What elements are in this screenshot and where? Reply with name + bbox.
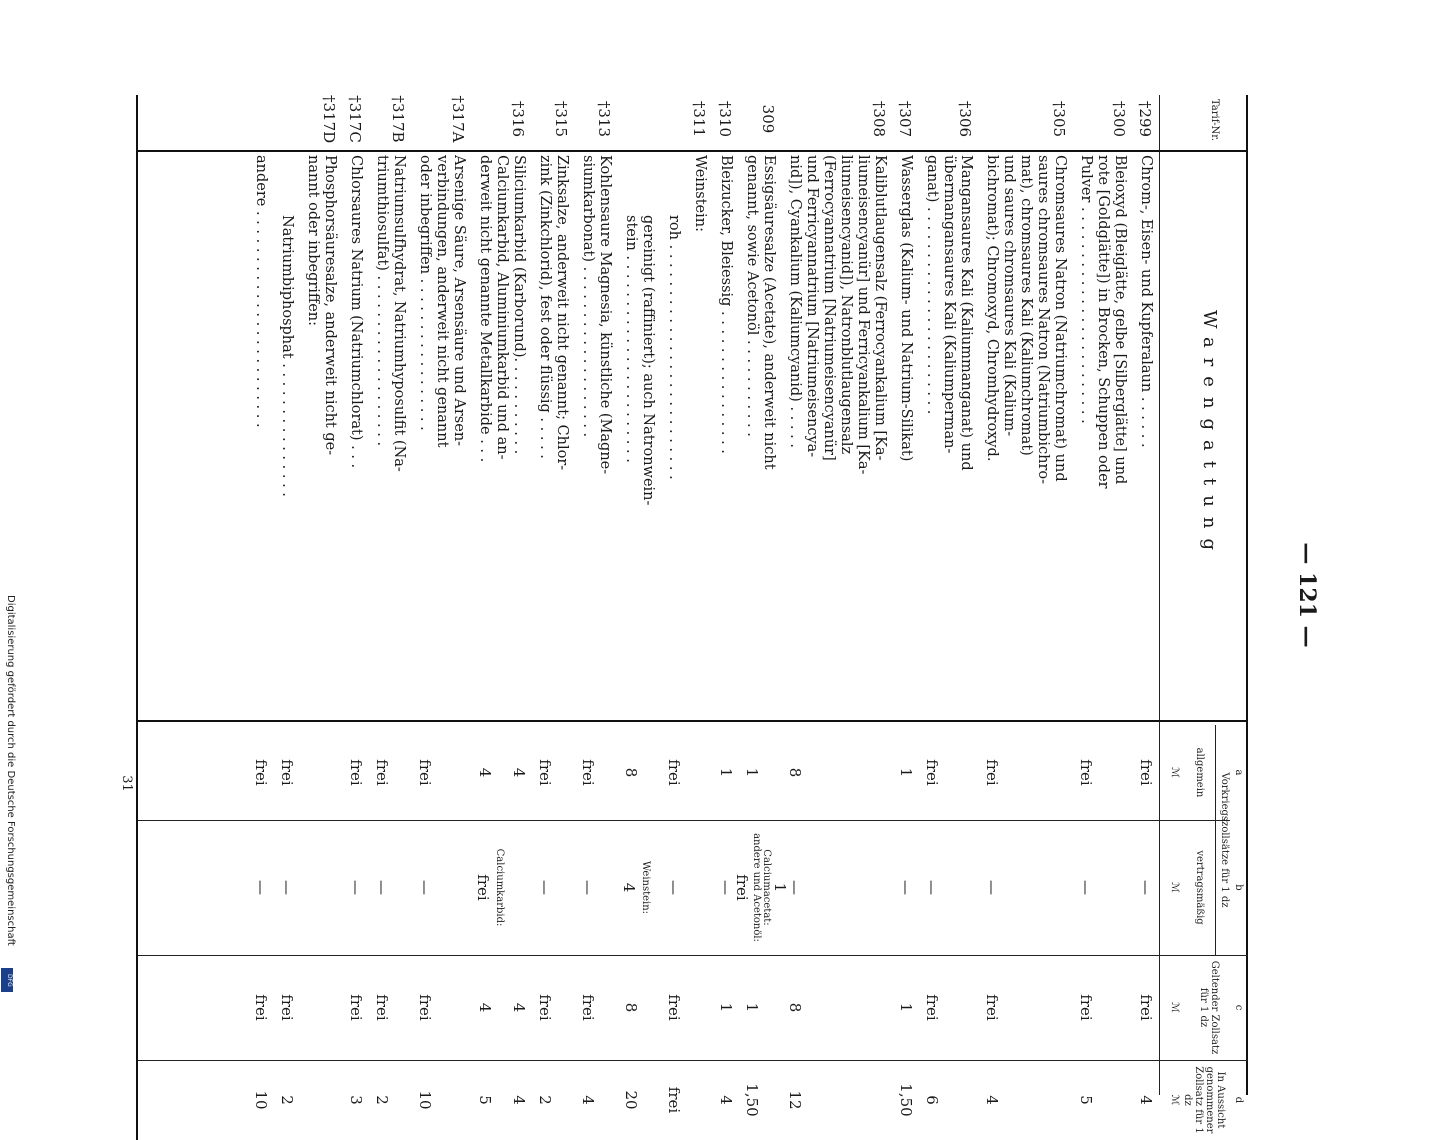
row-description	[622, 155, 656, 715]
tarif-nr: †300	[1110, 100, 1128, 138]
rate-b: —	[665, 880, 683, 895]
rate-b: —	[373, 880, 391, 895]
header-col-b: b	[1233, 884, 1244, 891]
description-line: derweit nicht genannte Metallkarbide . . .	[477, 155, 493, 463]
description-line: liumeisencyanür] und Ferricyankalium [Ka-	[855, 155, 871, 475]
description-line: Kohlensaure Magnesia, künstliche (Magne-	[597, 155, 613, 475]
footer-strip	[0, 595, 16, 998]
rate-b: —	[579, 880, 597, 895]
description-line: ganat) . . . . . . . . . . . . . . . . . . . . . . .	[924, 155, 940, 415]
unit-b: ℳ	[1169, 882, 1180, 893]
rate-a: frei	[665, 759, 683, 786]
rate-c: frei	[373, 994, 391, 1021]
rate-a: frei	[1077, 759, 1095, 786]
rate-c: 1	[743, 1002, 761, 1013]
description-line: Mangansaures Kali (Kaliummanganat) und	[958, 155, 974, 471]
row-description	[1137, 155, 1154, 715]
rate-a: 8	[622, 767, 640, 778]
rate-b: —	[897, 880, 915, 895]
description-line: Chrom-, Eisen- und Kupferalaun . . . . . .	[1138, 155, 1154, 448]
rate-b: frei	[474, 874, 492, 901]
header-vorkriegs: Vorkriegszollsätze für 1 dz	[1219, 772, 1230, 908]
row-description	[373, 155, 407, 715]
description-line: Phosphorsäuresalze, anderweit nicht ge-	[322, 155, 338, 456]
row-description	[536, 155, 570, 715]
description-line: Calciumkarbid, Aluminiumkarbid und an-	[494, 155, 510, 460]
rate-b: frei	[733, 874, 751, 901]
rate-c: frei	[536, 994, 554, 1021]
rate-a: frei	[536, 759, 554, 786]
description-line: zink (Zinkchlorid), fest oder flüssig . . . . .	[537, 155, 553, 459]
funding-note: Digitalisierung gefördert durch die Deutsche Forschungsgemeinschaft	[5, 595, 16, 946]
header-allgemein: allgemein	[1194, 747, 1205, 798]
row-description	[579, 155, 613, 715]
description-line: roh . . . . . . . . . . . . . . . . . . . . . . . . . .	[666, 215, 682, 480]
rate-a: 1	[717, 767, 735, 778]
page-number: — 121 —	[1294, 542, 1320, 648]
header-tarif-nr: Tarif-Nr.	[1209, 98, 1220, 142]
rate-d: 4	[579, 1095, 597, 1105]
description-line: Wasserglas (Kalium- und Natrium-Silikat)	[898, 155, 914, 462]
description-line: Weinstein:	[692, 155, 708, 232]
rate-c: frei	[1137, 994, 1155, 1021]
rate-d: 2	[536, 1095, 554, 1105]
description-line: rote [Goldglätte]) in Brocken, Schuppen oder	[1095, 155, 1111, 489]
tarif-nr: †299	[1136, 100, 1154, 138]
row-description	[665, 155, 682, 715]
header-col-d: d	[1233, 1096, 1244, 1104]
description-line: Arsenige Säure, Arsensäure und Arsen-	[451, 155, 467, 447]
description-line: oder inbegriffen . . . . . . . . . . . . . . . . .	[417, 155, 433, 431]
rate-d: 10	[252, 1090, 270, 1110]
description-line: siumkarbonat) . . . . . . . . . . . . . . . . . . .	[580, 155, 596, 438]
unit-d: ℳ	[1169, 1094, 1180, 1106]
rate-c: 1	[717, 1002, 735, 1013]
description-line: bichromat); Chromoxyd, Chromhydroxyd.	[984, 155, 1000, 462]
rate-a: frei	[416, 759, 434, 786]
rate-c: frei	[923, 994, 941, 1021]
tarif-nr: †307	[896, 100, 914, 138]
rate-c: frei	[579, 994, 597, 1021]
rate-d: 2	[278, 1095, 296, 1105]
rate-d: 1,50	[743, 1083, 761, 1117]
description-line: Essigsäuresalze (Acetate), anderweit nicht	[761, 155, 777, 470]
rate-a: 1	[897, 767, 915, 778]
description-line: und Ferricyannatrium [Natriumeisencya-	[804, 155, 820, 458]
description-line: andere . . . . . . . . . . . . . . . . . . . . . . . .	[253, 155, 269, 428]
rate-a: frei	[373, 759, 391, 786]
rate-b-note: andere und Acetonöl:	[751, 833, 762, 942]
header-vertragsmaessig: vertragsmäßig	[1194, 850, 1205, 925]
rate-c: 8	[786, 1002, 804, 1013]
rate-c: 4	[510, 1002, 528, 1013]
rate-d: 4	[1137, 1095, 1155, 1105]
rate-c: 8	[622, 1002, 640, 1013]
rate-c: frei	[252, 994, 270, 1021]
tarif-nr: †317A	[449, 95, 467, 143]
rate-c: frei	[347, 994, 365, 1021]
tarif-nr: †305	[1050, 100, 1068, 138]
description-line: nannt oder inbegriffen:	[305, 155, 321, 327]
rate-d: 5	[476, 1095, 494, 1105]
description-line: stein . . . . . . . . . . . . . . . . . . . . . . .	[623, 215, 639, 463]
rate-d: 4	[510, 1095, 528, 1105]
rate-d: 5	[1077, 1095, 1095, 1105]
description-line: Kaliblutlaugensalz (Ferrocyankalium [Ka-	[872, 155, 888, 461]
rate-b: 1	[771, 882, 789, 893]
unit-c: ℳ	[1169, 1002, 1180, 1013]
unit-a: ℳ	[1169, 767, 1180, 778]
rate-c: frei	[278, 994, 296, 1021]
row-description	[923, 155, 974, 715]
row-description	[786, 155, 888, 715]
row-description	[897, 155, 914, 715]
tarif-nr: †310	[716, 100, 734, 138]
rate-c: frei	[983, 994, 1001, 1021]
rate-b: —	[1137, 880, 1155, 895]
description-line: Zinksalze, anderweit nicht genannt; Chlor-	[554, 155, 570, 471]
rate-c: 1	[897, 1002, 915, 1013]
description-line: und saures chromsaures Kali (Kalium-	[1001, 155, 1017, 437]
description-line: Siliciumkarbid (Karborund). . . . . . . . . . .	[511, 155, 527, 455]
rate-d: 20	[622, 1090, 640, 1110]
description-line: verbindungen, anderweit nicht genannt	[434, 155, 450, 448]
tarif-nr: †308	[870, 100, 888, 138]
tarif-nr: †313	[595, 100, 613, 138]
description-line: übermangansaures Kali (Kaliumperman-	[941, 155, 957, 454]
rate-a: 8	[786, 767, 804, 778]
row-description	[416, 155, 467, 715]
rate-d: 12	[786, 1090, 804, 1110]
rate-b: —	[717, 880, 735, 895]
rate-b: —	[252, 880, 270, 895]
description-line: nid]), Cyankalium (Kaliumcyanid) . . . . .	[787, 155, 803, 448]
header-warengattung: Warengattung	[1199, 310, 1220, 560]
description-line: Pulver . . . . . . . . . . . . . . . . . . . . . . . .	[1078, 155, 1094, 424]
description-line: liumeisencyanid]), Natronblutlaugensalz	[838, 155, 854, 455]
row-description	[476, 155, 527, 715]
rate-a: frei	[347, 759, 365, 786]
row-description	[743, 155, 777, 715]
rate-d: 1,50	[897, 1083, 915, 1117]
rate-d: 10	[416, 1090, 434, 1110]
row-description	[278, 155, 295, 715]
rate-b: —	[1077, 880, 1095, 895]
tarif-nr: †306	[956, 100, 974, 138]
header-col-c: c	[1233, 1004, 1244, 1011]
description-line: Natriumbiphosphat . . . . . . . . . . . . . . .	[279, 215, 295, 497]
tarif-nr: †315	[552, 100, 570, 138]
tarif-nr: †311	[690, 100, 708, 138]
rate-b-note: Weinstein:	[640, 860, 651, 915]
rate-a: frei	[923, 759, 941, 786]
rotated-page	[130, 95, 1330, 1134]
rate-b-note: Calciumacetat:	[761, 849, 772, 926]
description-line: Chromsaures Natron (Natriumchromat) und	[1052, 155, 1068, 482]
row-description	[347, 155, 364, 715]
row-description	[983, 155, 1068, 715]
rate-d: frei	[665, 1086, 683, 1114]
rate-c: 4	[476, 1002, 494, 1013]
header-geltender: Geltender Zollsatz für 1 dz	[1198, 960, 1220, 1055]
rate-c: frei	[665, 994, 683, 1021]
rate-b: —	[923, 880, 941, 895]
rate-d: 6	[923, 1095, 941, 1105]
rate-b: —	[347, 880, 365, 895]
rate-a: frei	[278, 759, 296, 786]
row-description	[252, 155, 269, 715]
description-line: genannt, sowie Acetonöl . . . . . . . . . . .	[744, 155, 760, 437]
rate-c: frei	[416, 994, 434, 1021]
tarif-nr: †317B	[389, 95, 407, 143]
header-aussicht: In Aussicht genommener Zollsatz für 1 dz	[1182, 1066, 1226, 1134]
sheet-mark: 31	[118, 775, 134, 792]
row-description	[691, 155, 708, 715]
rate-b: —	[416, 880, 434, 895]
rate-a: frei	[252, 759, 270, 786]
rate-d: 4	[983, 1095, 1001, 1105]
rate-a: 1	[743, 767, 761, 778]
dfg-logo: DFG	[1, 968, 13, 992]
rate-b: 4	[620, 882, 638, 893]
rate-d: 2	[373, 1095, 391, 1105]
tarif-nr: 309	[759, 104, 777, 134]
description-line: mat), chromsaures Kali (Kaliumchromat)	[1018, 155, 1034, 456]
rate-a: frei	[579, 759, 597, 786]
description-line: gereinigt (raffiniert); auch Natronwein-	[640, 215, 656, 506]
description-line: Bleizucker, Bleiessig . . . . . . . . . . . . . . . .	[718, 155, 734, 454]
description-line: Bleioxyd (Bleiglätte, gelbe [Silberglätte] und	[1112, 155, 1128, 485]
description-line: triumthiosulfat) . . . . . . . . . . . . . . . . . . .	[374, 155, 390, 447]
tarif-nr: †317D	[320, 95, 338, 144]
rate-d: 3	[347, 1095, 365, 1105]
rate-b-note: Calciumkarbid:	[494, 848, 505, 927]
rate-a: 4	[510, 767, 528, 778]
row-description	[304, 155, 338, 715]
row-description	[1077, 155, 1128, 715]
rate-a: 4	[476, 767, 494, 778]
tarif-nr: †316	[509, 100, 527, 138]
rate-b: —	[278, 880, 296, 895]
rate-a: frei	[983, 759, 1001, 786]
rate-a: frei	[1137, 759, 1155, 786]
tarif-nr: †317C	[346, 95, 364, 143]
header-col-a: a	[1233, 769, 1244, 776]
row-description	[717, 155, 734, 715]
description-line: Natriumsulfhydrat, Natriumhyposulfit (Na-	[391, 155, 407, 472]
rate-d: 4	[717, 1095, 735, 1105]
rate-c: frei	[1077, 994, 1095, 1021]
rate-b: —	[983, 880, 1001, 895]
description-line: (Ferrocyannatrium [Natriumeisencyanür]	[821, 155, 837, 461]
rate-b: —	[536, 880, 554, 895]
description-line: Chlorsaures Natrium (Natriumchlorat) . . .	[348, 155, 364, 469]
description-line: saures chromsaures Natron (Natriumbichro-	[1035, 155, 1051, 485]
rate-b: —	[786, 880, 804, 895]
